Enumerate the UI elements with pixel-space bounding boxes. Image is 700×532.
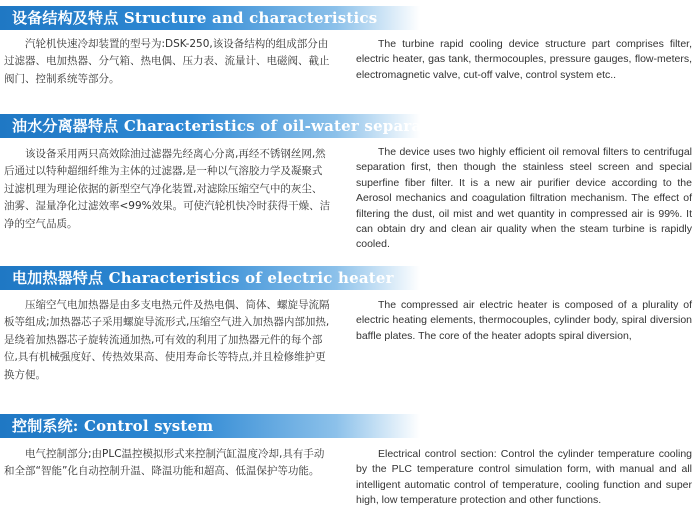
section-text-english: The turbine rapid cooling device structure part comprises filter, electric heater, gas tank, thermocouples, pressure gauges, flow-meters, electromagnetic valve, cut-off valve, control system etc.. — [356, 38, 692, 81]
section-oil-water-separator — [0, 114, 700, 264]
section-title: 控制系统: Control system — [12, 417, 214, 435]
section-title-banner — [0, 266, 420, 290]
section-title: 电加热器特点 Characteristics of electric heater — [12, 269, 394, 287]
section-text-chinese: 该设备采用两只高效除油过滤器先经离心分离,再经不锈钢丝网,然后通过以特种超细纤维为主体的过滤器,是一种以气溶胶力学及凝聚式过滤机理为理论依据的新型空气净化装置,对滤除压缩空气中的灰尘、油雾、湿量净化过滤效率<99%效果。可使汽轮机快冷时获得干燥、洁净的空气品质。 — [4, 148, 331, 230]
section-structure — [0, 6, 700, 102]
section-title-banner — [0, 6, 420, 30]
section-text-english: Electrical control section: Control the cylinder temperature cooling by the PLC temperature control simulation form, with manual and all intelligent automatic control of temperature, cooling function and super high, low temperature protection and other functions. — [356, 448, 692, 507]
section-title-banner — [0, 114, 447, 138]
section-text-chinese: 压缩空气电加热器是由多支电热元件及热电偶、筒体、螺旋导流隔板等组成;加热器芯子采用螺旋导流形式,压缩空气进入加热器内部加热,是绕着加热器芯子旋转流通加热,可有效的利用了加热器元件的每个部位,具有机械强度好、传热效果高、使用寿命长等特点,并且检修维护更换方便。 — [4, 299, 330, 381]
section-electric-heater — [0, 266, 700, 396]
section-title: 油水分离器特点 Characteristics of oil-water separator — [12, 117, 447, 135]
section-text-chinese: 电气控制部分;由PLC温控模拟形式来控制汽缸温度冷却,具有手动和全部“智能”化自动控制升温、降温功能和超高、低温保护等功能。 — [4, 448, 325, 478]
section-title: 设备结构及特点 Structure and characteristics — [12, 9, 378, 27]
section-text-english: The device uses two highly efficient oil removal filters to centrifugal separation first, then though the stainless steel screen and special superfine fiber filter. It is a new air purifier device according to the Aerosol mechanics and coagulation filtration mechanism. The effect of filtering the dust, oil mist and wet quantity in compressed air is 99%. It can obtain dry and clean air quality when the steam turbine is rapidly cooled. — [356, 146, 692, 251]
section-title-banner — [0, 414, 420, 438]
section-text-chinese: 汽轮机快速冷却装置的型号为:DSK-250,该设备结构的组成部分由过滤器、电加热器、分气箱、热电偶、压力表、流量计、电磁阀、截止阀门、控制系统等部分。 — [4, 38, 330, 85]
section-control-system — [0, 414, 700, 532]
section-text-english: The compressed air electric heater is composed of a plurality of electric heating elements, thermocouples, cylinder body, spiral diversion baffle plates. The core of the heater adopts spiral diversion, — [356, 299, 692, 342]
